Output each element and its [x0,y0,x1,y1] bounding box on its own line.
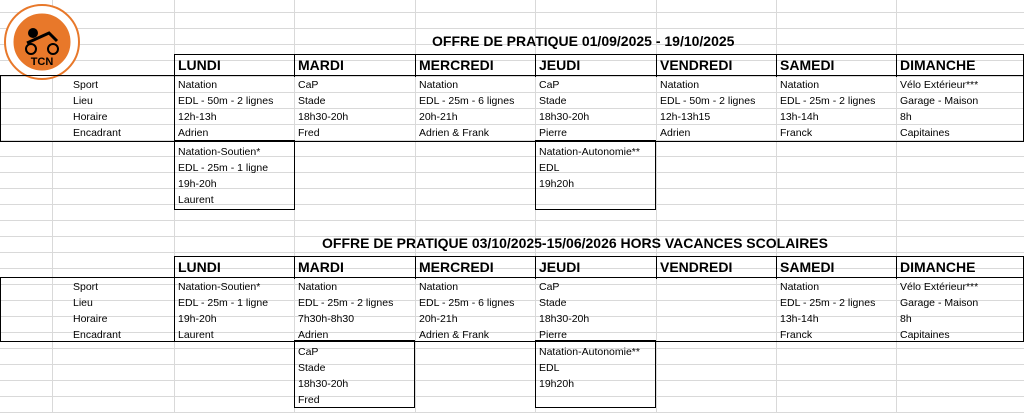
cell-samedi-row1: EDL - 25m - 2 lignes [780,95,876,107]
cell-mardi-row2: 18h30-20h [298,111,349,123]
extra-jeudi-row1: EDL [539,162,560,174]
day-header-samedi: SAMEDI [780,57,835,73]
cell-jeudi-row0: CaP [539,79,560,91]
cell-jeudi-row2: 18h30-20h [539,111,590,123]
column-separator [535,257,536,279]
column-separator [896,257,897,279]
cell-mardi-row0: Natation [298,281,338,293]
cell-mardi-row1: EDL - 25m - 2 lignes [298,297,394,309]
cell-mercredi-row3: Adrien & Frank [419,329,490,341]
day-header-dimanche: DIMANCHE [900,57,976,73]
extra-jeudi-row0: Natation-Autonomie** [539,146,640,158]
section2-title: OFFRE DE PRATIQUE 03/10/2025-15/06/2026 HORS VACANCES SCOLAIRES [322,235,828,251]
row-label-lieu: Lieu [73,297,93,309]
extra-lundi-row2: 19h-20h [178,178,217,190]
cell-mercredi-row1: EDL - 25m - 6 lignes [419,297,515,309]
cell-samedi-row3: Franck [780,329,813,341]
column-separator [294,55,295,77]
day-header-vendredi: VENDREDI [660,57,733,73]
cell-samedi-row0: Natation [780,79,820,91]
cell-mardi-row0: CaP [298,79,319,91]
cell-vendredi-row3: Adrien [660,127,691,139]
cell-vendredi-row0: Natation [660,79,700,91]
column-separator [415,55,416,77]
row-label-sport: Sport [73,281,99,293]
cell-mercredi-row3: Adrien & Frank [419,127,490,139]
cell-lundi-row0: Natation-Soutien* [178,281,261,293]
section1-label-box [0,75,1024,142]
column-separator [656,55,657,77]
cell-mercredi-row1: EDL - 25m - 6 lignes [419,95,515,107]
column-separator [535,55,536,77]
row-label-sport: Sport [73,79,99,91]
cell-lundi-row2: 19h-20h [178,313,217,325]
extra-jeudi-row2: 19h20h [539,378,575,390]
extra-jeudi-row2: 19h20h [539,178,575,190]
row-label-encadrant: Encadrant [73,127,121,139]
extra-mardi-row2: 18h30-20h [298,378,349,390]
cell-samedi-row1: EDL - 25m - 2 lignes [780,297,876,309]
cell-lundi-row3: Adrien [178,127,209,139]
cell-mardi-row3: Adrien [298,329,329,341]
logo-initials: TCN [30,56,54,68]
cell-lundi-row0: Natation [178,79,218,91]
cell-mardi-row2: 7h30h-8h30 [298,313,355,325]
cell-jeudi-row1: Stade [539,95,567,107]
day-header-lundi: LUNDI [178,57,221,73]
cell-vendredi-row2: 12h-13h15 [660,111,711,123]
day-header-lundi: LUNDI [178,259,221,275]
column-separator [776,55,777,77]
row-label-lieu: Lieu [73,95,93,107]
cell-dimanche-row1: Garage - Maison [900,297,979,309]
extra-lundi-row0: Natation-Soutien* [178,146,261,158]
extra-jeudi-row0: Natation-Autonomie** [539,346,640,358]
day-header-samedi: SAMEDI [780,259,835,275]
day-header-jeudi: JEUDI [539,259,581,275]
extra-lundi-row1: EDL - 25m - 1 ligne [178,162,269,174]
cell-mardi-row3: Fred [298,127,320,139]
cell-mercredi-row0: Natation [419,79,459,91]
cell-mercredi-row0: Natation [419,281,459,293]
day-header-mardi: MARDI [298,57,344,73]
day-header-vendredi: VENDREDI [660,259,733,275]
day-header-jeudi: JEUDI [539,57,581,73]
cell-jeudi-row3: Pierre [539,329,568,341]
cell-vendredi-row1: EDL - 50m - 2 lignes [660,95,756,107]
extra-mardi-row1: Stade [298,362,326,374]
day-header-dimanche: DIMANCHE [900,259,976,275]
extra-mardi-row0: CaP [298,346,319,358]
column-separator [896,55,897,77]
cell-samedi-row2: 13h-14h [780,111,819,123]
cell-dimanche-row2: 8h [900,111,912,123]
column-separator [776,257,777,279]
cell-lundi-row2: 12h-13h [178,111,217,123]
cell-mercredi-row2: 20h-21h [419,111,458,123]
cell-mercredi-row2: 20h-21h [419,313,458,325]
cell-mardi-row1: Stade [298,95,326,107]
cell-dimanche-row0: Vélo Extérieur*** [900,281,979,293]
cell-dimanche-row0: Vélo Extérieur*** [900,79,979,91]
day-header-mercredi: MERCREDI [419,259,494,275]
cell-lundi-row3: Laurent [178,329,214,341]
extra-lundi-row3: Laurent [178,194,214,206]
cell-dimanche-row3: Capitaines [900,127,950,139]
cell-jeudi-row3: Pierre [539,127,568,139]
cell-jeudi-row1: Stade [539,297,567,309]
cell-dimanche-row2: 8h [900,313,912,325]
extra-jeudi-row1: EDL [539,362,560,374]
column-separator [294,257,295,279]
day-header-mercredi: MERCREDI [419,57,494,73]
column-separator [415,257,416,279]
row-label-encadrant: Encadrant [73,329,121,341]
cell-lundi-row1: EDL - 50m - 2 lignes [178,95,274,107]
section1-title: OFFRE DE PRATIQUE 01/09/2025 - 19/10/2025 [432,33,735,49]
cell-samedi-row3: Franck [780,127,813,139]
row-label-horaire: Horaire [73,111,108,123]
cell-jeudi-row0: CaP [539,281,560,293]
club-logo [3,3,81,81]
cell-lundi-row1: EDL - 25m - 1 ligne [178,297,269,309]
cell-samedi-row2: 13h-14h [780,313,819,325]
row-label-horaire: Horaire [73,313,108,325]
extra-mardi-row3: Fred [298,394,320,406]
column-separator [656,257,657,279]
cell-jeudi-row2: 18h30-20h [539,313,590,325]
cell-dimanche-row3: Capitaines [900,329,950,341]
cell-samedi-row0: Natation [780,281,820,293]
day-header-mardi: MARDI [298,259,344,275]
cell-dimanche-row1: Garage - Maison [900,95,979,107]
